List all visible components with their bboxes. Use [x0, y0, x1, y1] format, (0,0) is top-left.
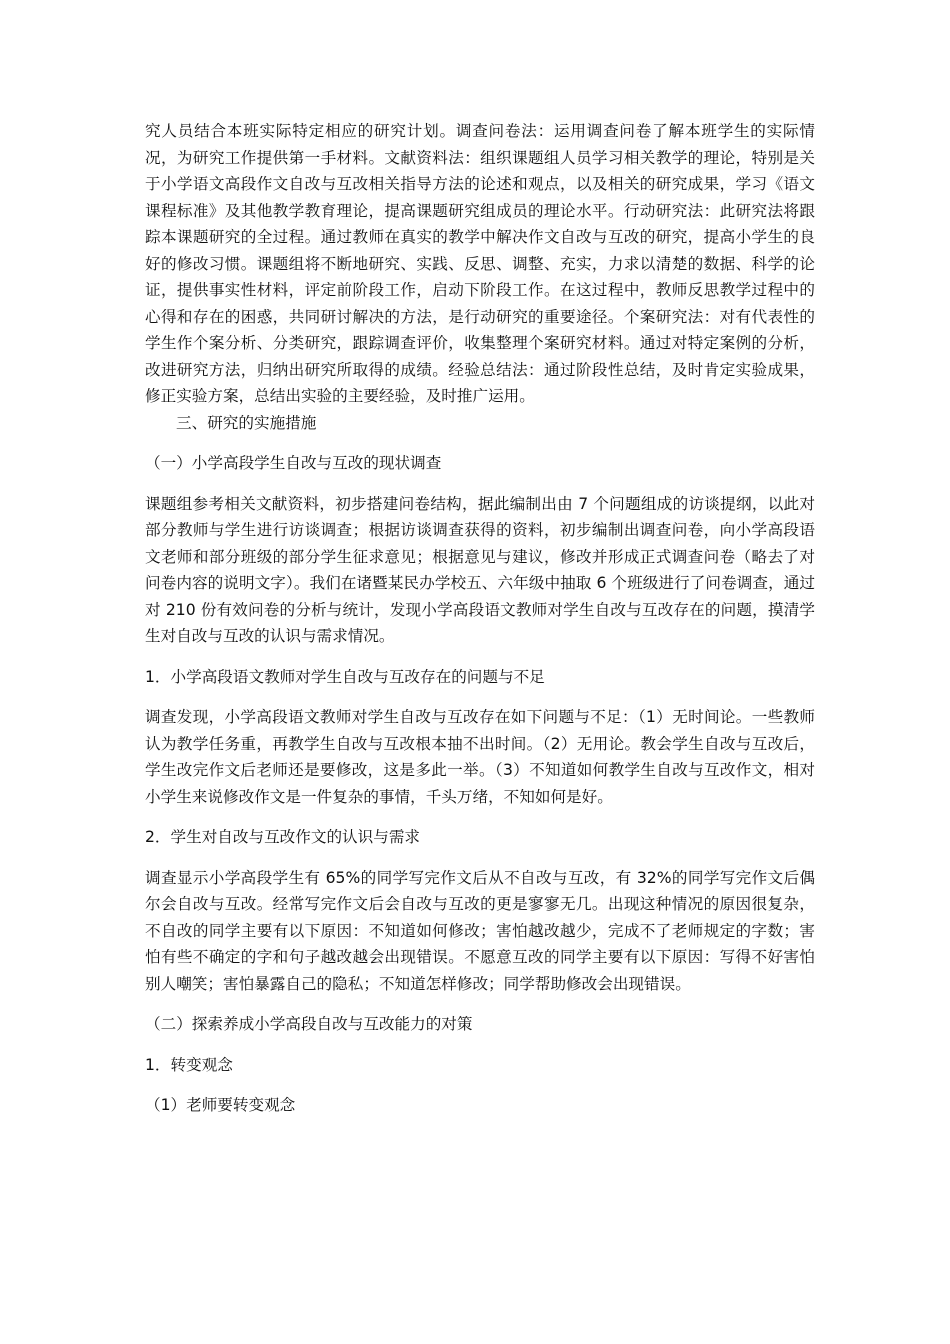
paragraph-student-needs: 调查显示小学高段学生有 65%的同学写完作文后从不自改与互改，有 32%的同学写完作文后偶尔会自改与互改。经常写完作文后会自改与互改的更是寥寥无几。出现这种情况的原因很复杂，不自改的同学主要有以下原因：不知道如何修改；害怕越改越少，完成不了老师规定的字数；害怕有些不确定的字和句子越改越会出现错误。不愿意互改的同学主要有以下原因：写得不好害怕别人嘲笑；害怕暴露自己的隐私；不知道怎样修改；同学帮助修改会出现错误。 [145, 868, 815, 993]
paragraph-survey: 课题组参考相关文献资料，初步搭建问卷结构，据此编制出由 7 个问题组成的访谈提纲，以此对部分教师与学生进行访谈调查；根据访谈调查获得的资料，初步编制出调查问卷，向小学高段语文老师和部分班级的部分学生征求意见；根据意见与建议，修改并形成正式调查问卷（略去了对问卷内容的说明文字）。我们在诸暨某民办学校五、六年级中抽取 6 个班级进行了问卷调查，通过对 210 份有效问卷的分析与统计，发现小学高段语文教师对学生自改与互改存在的问题，摸清学生对自改与互改的认识与需求情况。 [145, 494, 815, 645]
paragraph-teacher-problems: 调查发现，小学高段语文教师对学生自改与互改存在如下问题与不足：（1）无时间论。一些教师认为教学任务重，再教学生自改与互改根本抽不出时间。（2）无用论。教会学生自改与互改后，学生改完作文后老师还是要修改，这是多此一举。（3）不知道如何教学生自改与互改作文，相对小学生来说修改作文是一件复杂的事情，千头万绪，不知如何是好。 [145, 708, 815, 806]
item-heading-student-needs: 2．学生对自改与互改作文的认识与需求 [145, 828, 421, 846]
document-page [145, 118, 815, 1119]
paragraph-research-methods: 究人员结合本班实际特定相应的研究计划。调查问卷法：运用调查问卷了解本班学生的实际情况，为研究工作提供第一手材料。文献资料法：组织课题组人员学习相关教学的理论，特别是关于小学语文高段作文自改与互改相关指导方法的论述和观点，以及相关的研究成果，学习《语文课程标准》及其他教学教育理论，提高课题研究组成员的理论水平。行动研究法：此研究法将跟踪本课题研究的全过程。通过教师在真实的教学中解决作文自改与互改的研究，提高小学生的良好的修改习惯。课题组将不断地研究、实践、反思、调整、充实，力求以清楚的数据、科学的论证，提供事实性材料，评定前阶段工作，启动下阶段工作。在这过程中，教师反思教学过程中的心得和存在的困惑，共同研讨解决的方法，是行动研究的重要途径。个案研究法：对有代表性的学生作个案分析、分类研究，跟踪调查评价，收集整理个案研究材料。通过对特定案例的分析，改进研究方法，归纳出研究所取得的成绩。经验总结法：通过阶段性总结，及时肯定实验成果，修正实验方案，总结出实验的主要经验，及时推广运用。 [145, 122, 815, 405]
subsection-heading-strategies: （二）探索养成小学高段自改与互改能力的对策 [145, 1015, 473, 1033]
subsection-heading-survey: （一）小学高段学生自改与互改的现状调查 [145, 454, 442, 472]
item-heading-change-concept: 1．转变观念 [145, 1055, 233, 1074]
item-heading-teacher-problems: 1．小学高段语文教师对学生自改与互改存在的问题与不足 [145, 667, 545, 686]
section-heading-implementation: 三、研究的实施措施 [176, 413, 317, 432]
item-heading-teacher-change: （1）老师要转变观念 [145, 1096, 296, 1114]
